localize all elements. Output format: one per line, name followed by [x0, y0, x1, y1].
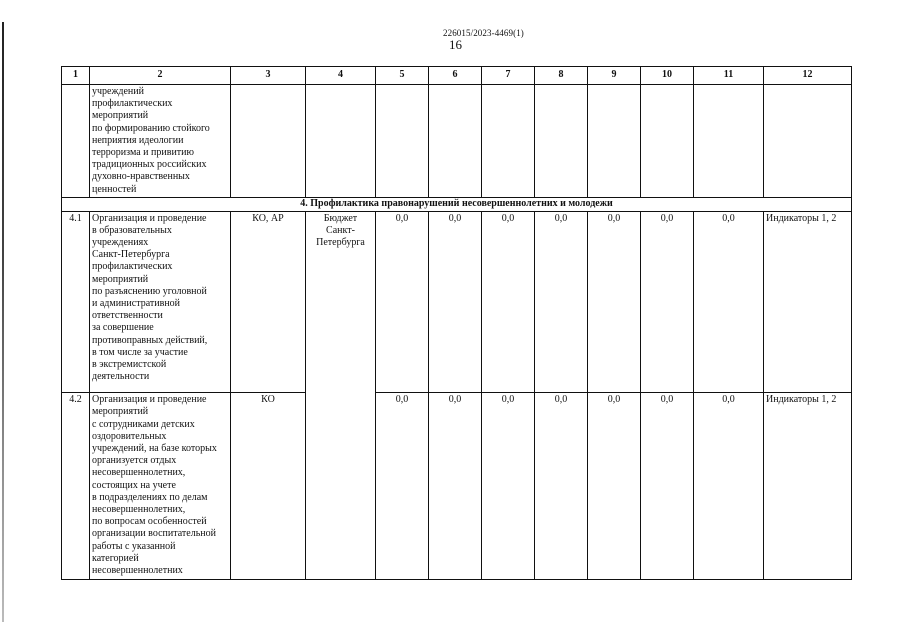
cell-empty: [694, 85, 764, 198]
page-number: 16: [449, 37, 462, 52]
cell-empty: [588, 85, 641, 198]
activity-executor: КО, АР: [231, 211, 306, 393]
cell-empty: [306, 85, 376, 198]
funding-value: 0,0: [694, 211, 764, 393]
column-header: 10: [641, 67, 694, 85]
table-row: [62, 211, 852, 393]
column-header: 9: [588, 67, 641, 85]
cell-empty: [62, 85, 90, 198]
funding-value: 0,0: [482, 211, 535, 393]
funding-value: 0,0: [641, 393, 694, 580]
cell-empty: [231, 85, 306, 198]
cell-empty: [641, 85, 694, 198]
funding-value: 0,0: [588, 393, 641, 580]
column-number-row: [62, 67, 852, 85]
column-header: 6: [429, 67, 482, 85]
activity-indicator: Индикаторы 1, 2: [764, 393, 852, 580]
column-header: 11: [694, 67, 764, 85]
funding-value: 0,0: [694, 393, 764, 580]
activity-description: Организация и проведение в образовательных учреждениях Санкт-Петербурга профилактических мероприятий по разъяснению уголовной и административной ответственности за совершение противоправных действий, в том числе за участие в экстремистской деятельности: [90, 211, 231, 393]
scan-edge-mark: [2, 22, 4, 622]
cell-empty: [764, 85, 852, 198]
cell-empty: [429, 85, 482, 198]
activity-indicator: Индикаторы 1, 2: [764, 211, 852, 393]
funding-value: 0,0: [641, 211, 694, 393]
funding-value: 0,0: [376, 211, 429, 393]
funding-value: 0,0: [535, 393, 588, 580]
column-header: 3: [231, 67, 306, 85]
column-header: 4: [306, 67, 376, 85]
cell-empty: [482, 85, 535, 198]
activity-description: учреждений профилактических мероприятий по формированию стойкого неприятия идеологии терроризма и привитию традиционных российских духовно-нравственных ценностей: [90, 85, 231, 198]
activity-number: 4.2: [62, 393, 90, 580]
document-registration-number: 226015/2023-4469(1): [443, 28, 524, 38]
funding-value: 0,0: [376, 393, 429, 580]
section-header-row: [62, 198, 852, 211]
funding-value: 0,0: [535, 211, 588, 393]
activity-executor: КО: [231, 393, 306, 580]
column-header: 2: [90, 67, 231, 85]
column-header: 12: [764, 67, 852, 85]
column-header: 1: [62, 67, 90, 85]
funding-value: 0,0: [588, 211, 641, 393]
funding-value: 0,0: [429, 393, 482, 580]
activity-description: Организация и проведение мероприятий с сотрудниками детских оздоровительных учреждений, на базе которых организуется отдых несовершеннолетних, состоящих на учете в подразделениях по делам несовершеннолетних, по вопросам особенностей организации воспитательной работы с указанной категорией несовершеннолетних: [90, 393, 231, 580]
funding-value: 0,0: [482, 393, 535, 580]
funding-source: Бюджет Санкт- Петербурга: [306, 211, 376, 579]
column-header: 5: [376, 67, 429, 85]
table-row: [62, 393, 852, 580]
program-activities-table: [61, 66, 852, 580]
cell-empty: [535, 85, 588, 198]
column-header: 7: [482, 67, 535, 85]
activity-number: 4.1: [62, 211, 90, 393]
section-title: 4. Профилактика правонарушений несовершеннолетних и молодежи: [62, 198, 852, 211]
funding-value: 0,0: [429, 211, 482, 393]
column-header: 8: [535, 67, 588, 85]
cell-empty: [376, 85, 429, 198]
table-row-continued: [62, 85, 852, 198]
